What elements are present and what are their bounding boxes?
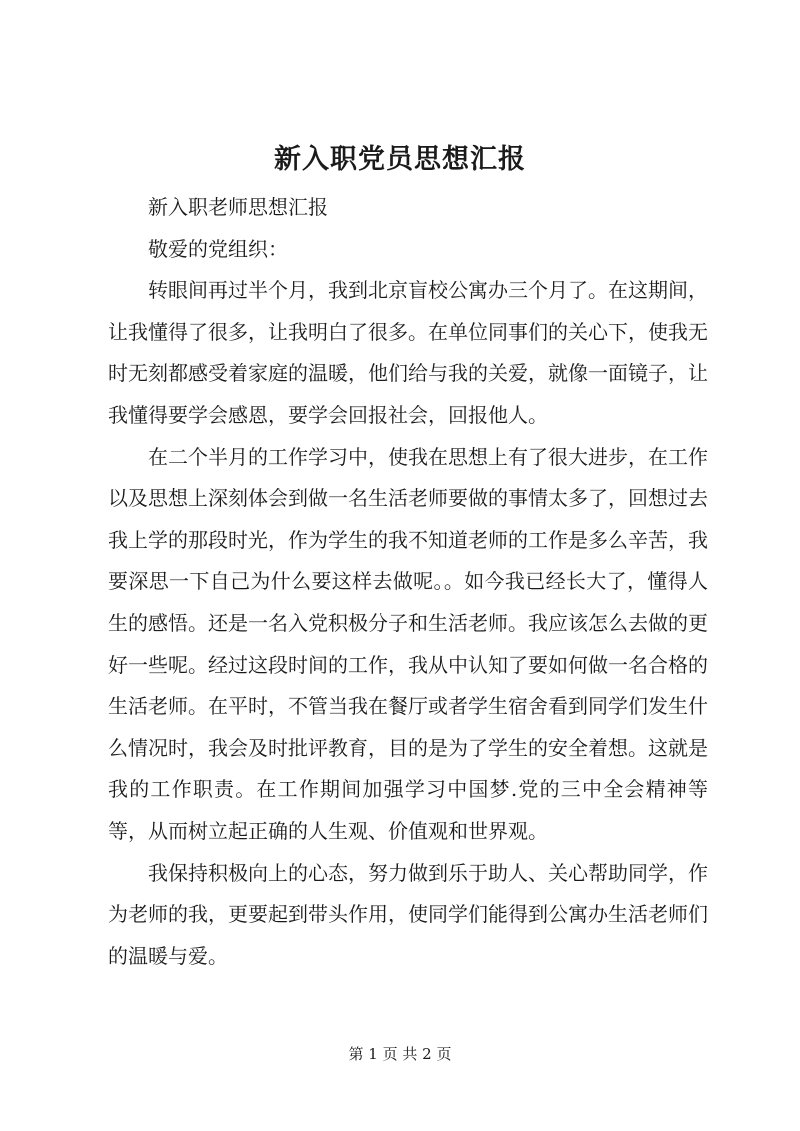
document-body <box>108 187 708 977</box>
subtitle-paragraph: 新入职老师思想汇报 <box>148 195 328 219</box>
page-footer: 第 1 页 共 2 页 <box>348 1045 452 1063</box>
body-paragraph: 在二个半月的工作学习中，使我在思想上有了很大进步，在工作以及思想上深刻体会到做一名生活老师要做的事情太多了，回想过去我上学的那段时光，作为学生的我不知道老师的工作是多么辛苦，我要深思一下自己为什么要这样去做呢。。如今我已经长大了，懂得人生的感悟。还是一名入党积极分子和生活老师。我应该怎么去做的更好一些呢。经过这段时间的工作，我从中认知了要如何做一名合格的生活老师。在平时，不管当我在餐厅或者学生宿舍看到同学们发生什么情况时，我会及时批评教育，目的是为了学生的安全着想。这就是我的工作职责。在工作期间加强学习中国梦.党的三中全会精神等等，从而树立起正确的人生观、价值观和世界观。 <box>108 444 708 843</box>
document-title: 新入职党员思想汇报 <box>274 144 526 175</box>
salutation-paragraph: 敬爱的党组织： <box>148 236 288 261</box>
body-paragraph: 我保持积极向上的心态，努力做到乐于助人、关心帮助同学，作为老师的我，更要起到带头作用，使同学们能得到公寓办生活老师们的温暖与爱。 <box>108 860 708 968</box>
body-paragraph: 转眼间再过半个月，我到北京盲校公寓办三个月了。在这期间，让我懂得了很多，让我明白了很多。在单位同事们的关心下，使我无时无刻都感受着家庭的温暖，他们给与我的关爱，就像一面镜子，让我懂得要学会感恩，要学会回报社会，回报他人。 <box>108 278 708 427</box>
